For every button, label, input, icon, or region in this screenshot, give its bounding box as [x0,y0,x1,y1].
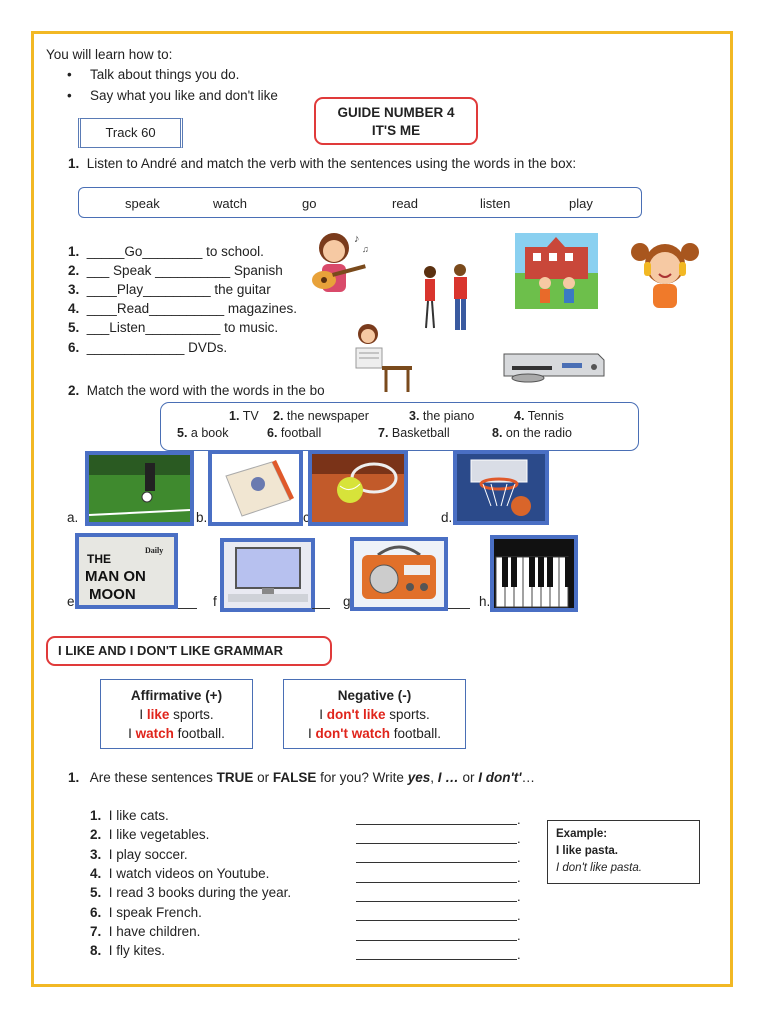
ex2-instruction [68,383,325,398]
answer-line[interactable] [356,920,517,921]
letter-g: g [343,594,351,609]
list-item: 5. I read 3 books during the year. [90,885,292,900]
list-item: 2. ___ Speak __________ Spanish [68,263,283,278]
dvd-player-illustration [498,346,608,386]
letter-a: a. [67,510,79,525]
answer-line[interactable] [356,959,517,960]
list-item: 6. I speak French. [90,905,202,920]
list-item: 3. ____Play_________ the guitar [68,282,271,297]
answer-line-g [448,608,470,609]
ex2-instruction-text: Match the word with the words in the bo [86,383,325,398]
list-item: 2. I like vegetables. [90,827,210,842]
list-item: 1. I like cats. [90,808,169,823]
track-label: Track 60 [78,118,183,148]
option-7: 7. Basketball [378,426,450,440]
list-item: 4. ____Read__________ magazines. [68,301,297,316]
answer-dot: . [517,812,521,827]
word-play: play [569,196,593,211]
word-box [78,187,642,218]
ex1-number: 1. [68,156,80,171]
option-6: 6. football [267,426,322,440]
list-item: 4. I watch videos on Youtube. [90,866,270,881]
piano-image [490,535,578,612]
affirmative-line2: I watch football. [128,726,225,741]
headline-daily: Daily [145,546,164,555]
tennis-image [308,450,408,526]
affirmative-box [100,679,253,749]
reading-newspaper-illustration [346,322,414,394]
grammar-title-box: I LIKE AND I DON'T LIKE GRAMMAR [46,636,332,666]
radio-image [350,537,448,611]
ex3-instruction: 1. Are these sentences TRUE or FALSE for you? Write yes, I … or I don't'… [68,770,535,785]
affirmative-line1: I like sports. [139,707,214,722]
example-box [547,820,700,884]
list-item: 6. _____________ DVDs. [68,340,228,355]
affirmative-title: Affirmative (+) [130,688,223,703]
letter-d: d. [441,510,453,525]
answer-line-e [177,608,197,609]
letter-c: c [303,510,310,525]
example-line1: I like pasta. [556,845,619,857]
school-kids-image [515,233,598,309]
answer-dot: . [517,928,521,943]
svg-text:♪: ♪ [354,233,360,245]
football-image [85,451,194,526]
answer-dot: . [517,908,521,923]
basketball-image [453,450,549,525]
word-go: go [302,196,317,211]
people-talking-illustration [416,262,476,334]
tv-image [220,538,315,612]
list-item: 8. I fly kites. [90,943,166,958]
intro-bullet-1: • Talk about things you do. [90,67,239,82]
headline-moon: MOON [89,586,136,603]
list-item: 5. ___Listen__________ to music. [68,320,279,335]
match-options-box [160,402,639,451]
answer-line[interactable] [356,843,517,844]
option-3: 3. the piano [409,409,475,423]
option-1: 1. TV [229,409,259,423]
option-2: 2. the newspaper [273,409,369,423]
answer-dot: . [517,947,521,962]
intro-bullet-2: • Say what you like and don't like [90,88,278,103]
word-read: read [392,196,419,211]
letter-f: f [213,594,217,609]
letter-h: h. [479,594,491,609]
negative-line1: I don't like sports. [319,707,430,722]
svg-text:♫: ♫ [362,244,369,254]
headline-man-on: MAN ON [85,568,146,585]
list-item: 1. _____Go________ to school. [68,244,264,259]
answer-dot: . [517,870,521,885]
word-listen: listen [480,196,511,211]
answer-line[interactable] [356,940,517,941]
list-item: 3. I play soccer. [90,847,188,862]
answer-line[interactable] [356,901,517,902]
answer-line[interactable] [356,862,517,863]
newspaper-image [75,533,178,609]
example-line2: I don't like pasta. [556,862,642,874]
guide-title-line1: GUIDE NUMBER 4 [337,105,455,120]
option-8: 8. on the radio [492,426,572,440]
girl-headphones-illustration [626,230,706,310]
word-speak: speak [125,196,160,211]
answer-line[interactable] [356,882,517,883]
ex1-instruction-text: Listen to André and match the verb with the sentences using the words in the box: [86,156,577,171]
headline-the: THE [87,552,111,566]
ex1-instruction [68,156,576,171]
option-4: 4. Tennis [514,409,564,423]
negative-box [283,679,466,749]
answer-line-f [312,608,330,609]
answer-dot: . [517,850,521,865]
answer-dot: . [517,831,521,846]
book-image [208,450,303,526]
ex2-number: 2. [68,383,80,398]
answer-dot: . [517,889,521,904]
list-item: 7. I have children. [90,924,201,939]
option-5: 5. a book [177,426,229,440]
intro-heading: You will learn how to: [46,47,173,62]
letter-b: b. [196,510,208,525]
negative-title: Negative (-) [337,688,412,703]
guitar-girl-illustration [302,228,372,304]
guide-title-line2: IT'S ME [371,123,421,138]
negative-line2: I don't watch football. [307,726,442,741]
answer-line[interactable] [356,824,517,825]
letter-e: e [67,594,75,609]
example-title: Example: [556,828,608,840]
guide-title-box [314,97,478,145]
word-watch: watch [213,196,247,211]
